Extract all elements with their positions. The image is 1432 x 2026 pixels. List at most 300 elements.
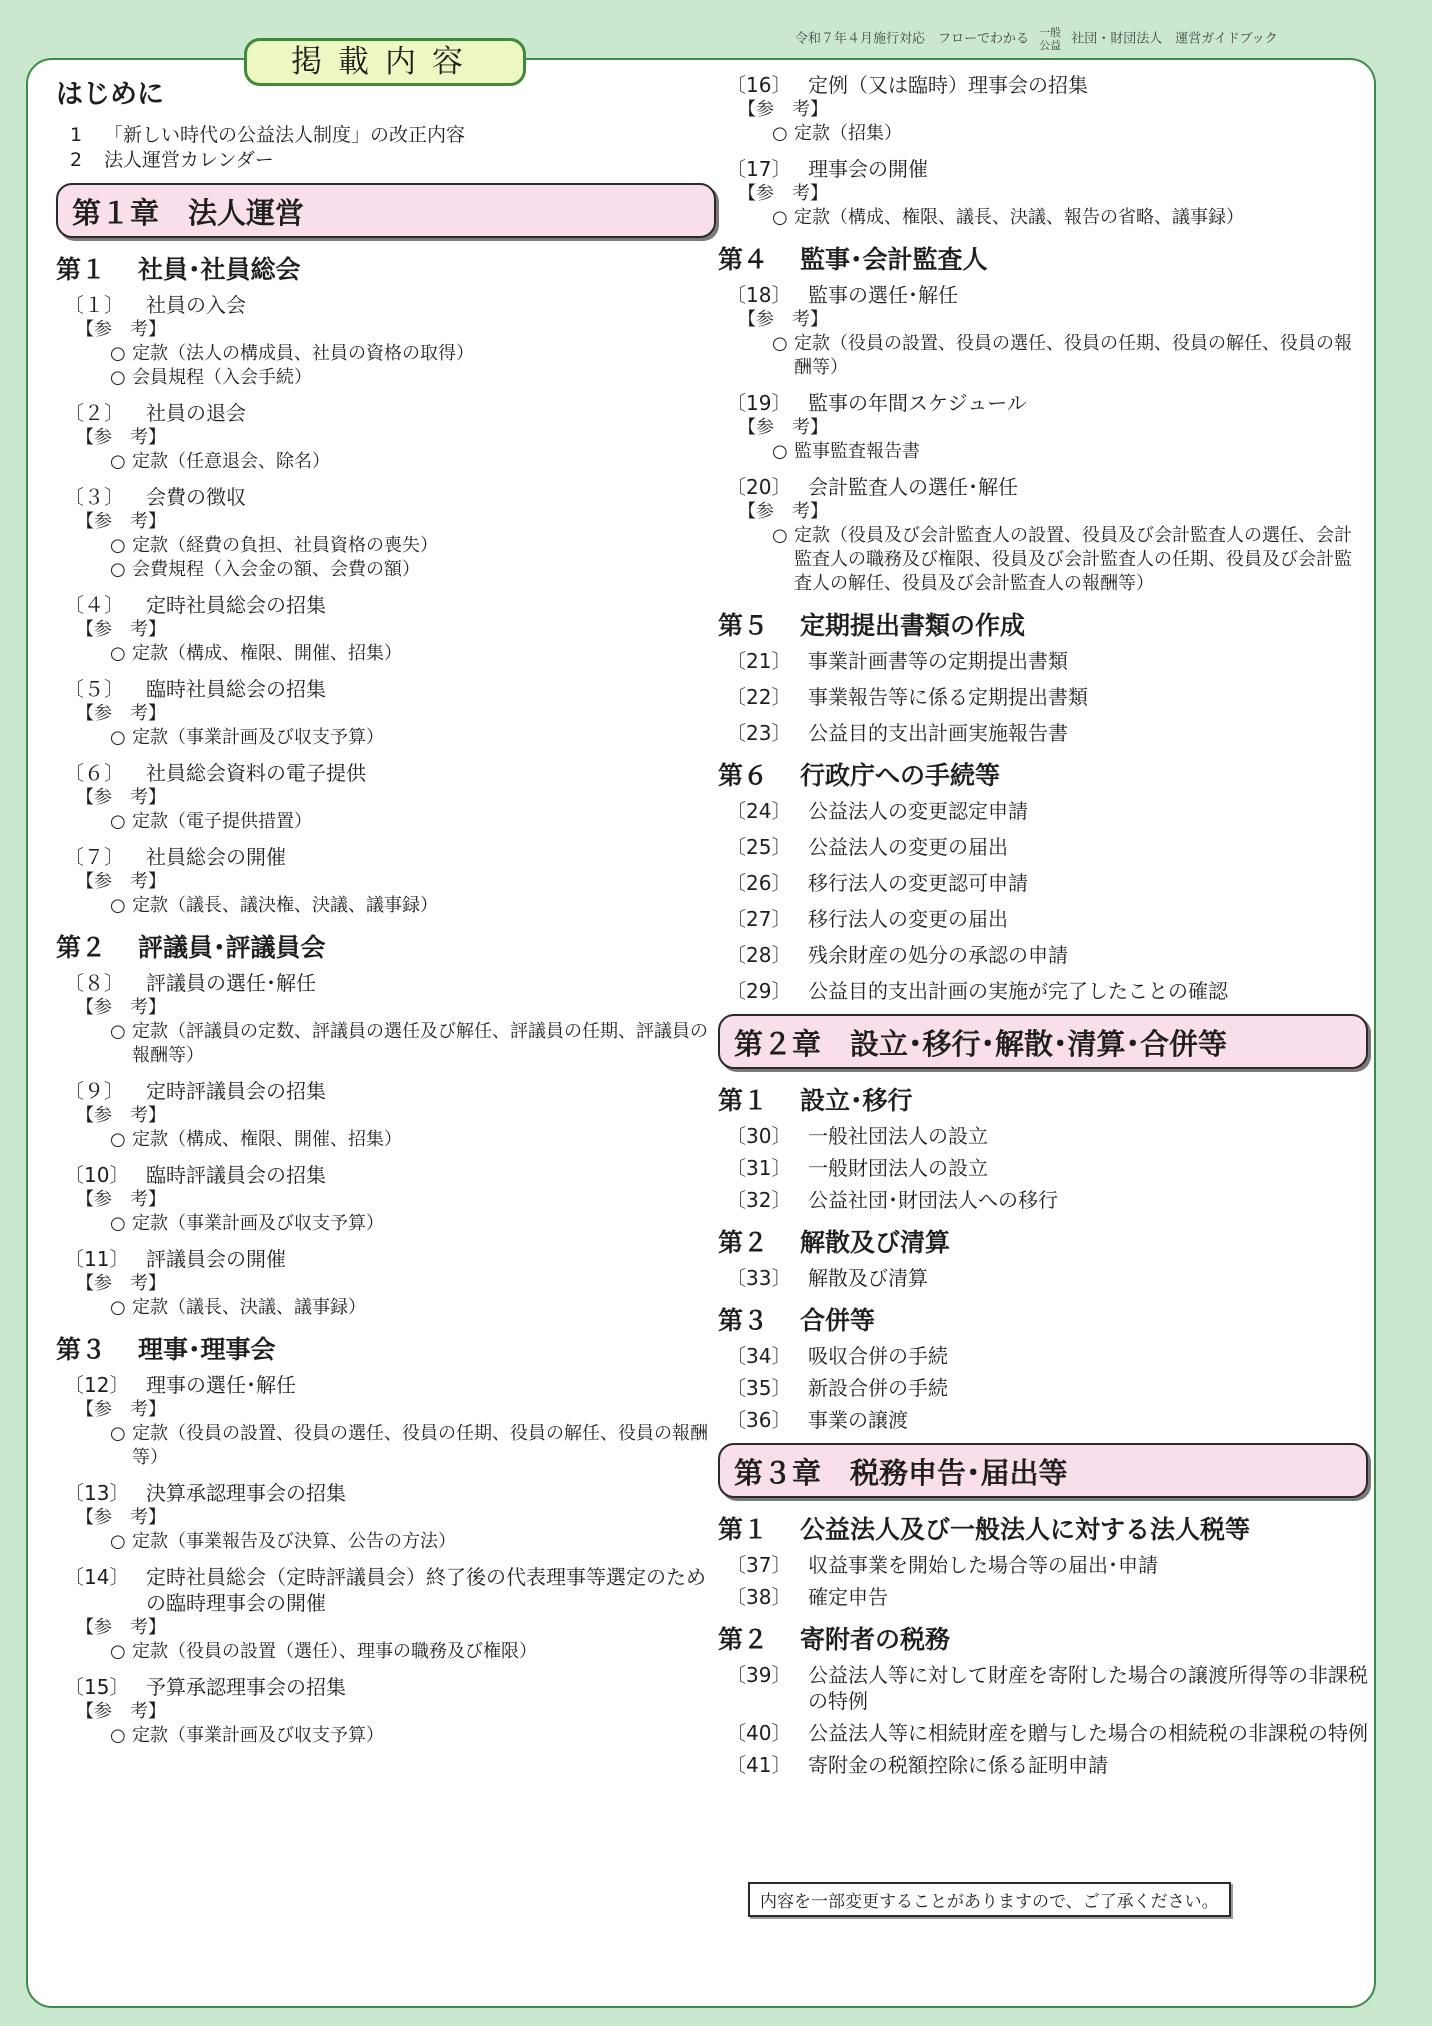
contents-item (56, 676, 716, 750)
item-number: 〔39〕 (726, 1663, 792, 1687)
contents-title-tab: 掲載内容 (244, 38, 526, 86)
circle-bullet-icon: ○ (110, 1297, 126, 1318)
reference-line (64, 1640, 716, 1664)
item-number: 〔20〕 (726, 475, 792, 499)
section-number: 第２ (56, 933, 107, 962)
item-number: 〔４〕 (64, 593, 124, 617)
section-number: 第５ (718, 611, 769, 640)
item-title-text: 事業の譲渡 (808, 1408, 908, 1432)
item-title-text: 一般社団法人の設立 (808, 1124, 988, 1148)
reference-line (64, 450, 716, 474)
item-number: 〔31〕 (726, 1156, 792, 1180)
item-title (726, 1752, 1368, 1778)
item-title (64, 1162, 716, 1188)
section-title: 評議員･評議員会 (138, 933, 326, 962)
section-title: 公益法人及び一般法人に対する法人税等 (800, 1515, 1251, 1544)
contents-item (56, 292, 716, 390)
contents-item (718, 834, 1368, 860)
item-title-text: 残余財産の処分の承認の申請 (808, 943, 1068, 967)
reference-text: 定款（経費の負担、社員資格の喪失） (132, 535, 438, 556)
item-title-text: 事業計画書等の定期提出書類 (808, 649, 1068, 673)
reference-line (64, 810, 716, 834)
reference-text: 定款（役員の設置（選任）、理事の職務及び権限） (132, 1641, 537, 1662)
section-number: 第３ (56, 1335, 107, 1364)
item-title-text: 公益法人の変更認定申請 (808, 799, 1028, 823)
item-number: 〔23〕 (726, 721, 792, 745)
reference-text: 定款（電子提供措置） (132, 811, 312, 832)
reference-label: 【参 考】 (76, 427, 166, 448)
item-number: 〔29〕 (726, 979, 792, 1003)
item-title-text: 社員の退会 (146, 401, 246, 425)
item-title (726, 1265, 1368, 1291)
reference-text: 定款（法人の構成員、社員の資格の取得） (132, 343, 474, 364)
item-title-text: 予算承認理事会の招集 (146, 1675, 346, 1699)
circle-bullet-icon: ○ (110, 1641, 126, 1662)
reference-line (64, 1530, 716, 1554)
item-title (64, 1674, 716, 1700)
intro-item-text: 「新しい時代の公益法人制度」の改正内容 (104, 124, 466, 146)
reference-text: 定款（任意退会、除名） (132, 451, 330, 472)
reference-text: 定款（構成、権限、開催、招集） (132, 643, 402, 664)
item-title-text: 定時評議員会の招集 (146, 1079, 326, 1103)
section-heading (718, 1223, 1368, 1259)
reference-text: 定款（議長、議決権、決議、議事録） (132, 895, 438, 916)
header-note-stack (1039, 26, 1061, 52)
contents-item (56, 1480, 716, 1554)
reference-line (64, 1020, 716, 1068)
section-heading (718, 1301, 1368, 1337)
contents-item (56, 592, 716, 666)
circle-bullet-icon: ○ (110, 343, 126, 364)
item-title-text: 寄附金の税額控除に係る証明申請 (808, 1753, 1108, 1777)
reference-label: 【参 考】 (738, 183, 828, 204)
contents-sheet (26, 58, 1376, 2008)
item-title (726, 684, 1368, 710)
item-number: 〔32〕 (726, 1188, 792, 1212)
item-title (64, 400, 716, 426)
circle-bullet-icon: ○ (110, 535, 126, 556)
section-title: 理事･理事会 (138, 1335, 276, 1364)
item-title (726, 942, 1368, 968)
item-title-text: 監事の選任･解任 (808, 283, 958, 307)
chapter-2-heading: 第２章 設立･移行･解散･清算･合併等 (718, 1014, 1368, 1069)
section-title: 解散及び清算 (800, 1228, 951, 1257)
circle-bullet-icon: ○ (110, 559, 126, 580)
item-title (726, 1375, 1368, 1401)
item-title-text: 収益事業を開始した場合等の届出･申請 (808, 1553, 1158, 1577)
item-number: 〔22〕 (726, 685, 792, 709)
item-number: 〔15〕 (64, 1675, 130, 1699)
item-title-text: 公益法人の変更の届出 (808, 835, 1008, 859)
section-heading (718, 756, 1368, 792)
item-number: 〔11〕 (64, 1247, 130, 1271)
item-number: 〔21〕 (726, 649, 792, 673)
circle-bullet-icon: ○ (772, 207, 788, 228)
item-title (726, 870, 1368, 896)
contents-item (718, 684, 1368, 710)
contents-item (718, 1407, 1368, 1433)
reference-label: 【参 考】 (76, 1273, 166, 1294)
contents-item (56, 760, 716, 834)
item-title-text: 公益目的支出計画実施報告書 (808, 721, 1068, 745)
contents-item (718, 156, 1368, 230)
item-title (726, 474, 1368, 500)
circle-bullet-icon: ○ (110, 1725, 126, 1746)
reference-label: 【参 考】 (76, 511, 166, 532)
reference-text: 定款（事業計画及び収支予算） (132, 727, 384, 748)
item-title (726, 720, 1368, 746)
item-title (726, 1155, 1368, 1181)
intro-item (56, 148, 716, 173)
section-heading (56, 928, 716, 964)
item-title-text: 会費の徴収 (146, 485, 246, 509)
reference-line (726, 122, 1368, 146)
item-title-text: 一般財団法人の設立 (808, 1156, 988, 1180)
reference-line (64, 642, 716, 666)
item-number: 〔５〕 (64, 677, 124, 701)
contents-item (718, 1187, 1368, 1213)
item-title (726, 978, 1368, 1004)
item-title-text: 公益法人等に相続財産を贈与した場合の相続税の非課税の特例 (808, 1721, 1368, 1745)
item-title-text: 会計監査人の選任･解任 (808, 475, 1018, 499)
item-title (726, 648, 1368, 674)
reference-line (64, 726, 716, 750)
item-number: 〔12〕 (64, 1373, 130, 1397)
contents-item (718, 282, 1368, 380)
reference-line (726, 524, 1368, 596)
circle-bullet-icon: ○ (772, 441, 788, 462)
item-title (726, 1552, 1368, 1578)
item-number: 〔９〕 (64, 1079, 124, 1103)
reference-label: 【参 考】 (738, 309, 828, 330)
circle-bullet-icon: ○ (772, 525, 788, 546)
section-title: 行政庁への手続等 (800, 761, 1001, 790)
intro-item-number: 1 (70, 124, 83, 146)
intro-list (56, 123, 716, 173)
item-number: 〔41〕 (726, 1753, 792, 1777)
reference-label: 【参 考】 (76, 1617, 166, 1638)
contents-item (718, 1265, 1368, 1291)
reference-line (64, 534, 716, 558)
item-title-text: 定時社員総会の招集 (146, 593, 326, 617)
intro-item-number: 2 (70, 149, 83, 171)
circle-bullet-icon: ○ (110, 811, 126, 832)
section-number: 第４ (718, 245, 769, 274)
section-number: 第１ (718, 1086, 769, 1115)
item-title (726, 1187, 1368, 1213)
circle-bullet-icon: ○ (772, 333, 788, 354)
reference-label: 【参 考】 (738, 501, 828, 522)
contents-item (718, 720, 1368, 746)
reference-text: 会員規程（入会手続） (132, 367, 312, 388)
reference-text: 定款（事業計画及び収支予算） (132, 1213, 384, 1234)
item-title (726, 72, 1368, 98)
item-number: 〔27〕 (726, 907, 792, 931)
item-title-text: 監事の年間スケジュール (808, 391, 1027, 415)
section-heading (718, 1081, 1368, 1117)
contents-item (718, 390, 1368, 464)
section-number: 第２ (718, 1625, 769, 1654)
item-number: 〔25〕 (726, 835, 792, 859)
item-number: 〔８〕 (64, 971, 124, 995)
item-number: 〔37〕 (726, 1553, 792, 1577)
notice-box: 内容を一部変更することがありますので、ご了承ください。 (748, 1882, 1231, 1917)
header-note-bottom: 公益 (1039, 39, 1062, 52)
left-sections (56, 250, 716, 1748)
item-title (64, 676, 716, 702)
reference-line (64, 1724, 716, 1748)
contents-item (56, 1564, 716, 1664)
item-title (64, 844, 716, 870)
item-title (726, 1343, 1368, 1369)
contents-item (718, 474, 1368, 596)
section-heading (718, 606, 1368, 642)
contents-item (718, 978, 1368, 1004)
item-number: 〔16〕 (726, 73, 792, 97)
circle-bullet-icon: ○ (110, 451, 126, 472)
item-title-text: 公益法人等に対して財産を寄附した場合の譲渡所得等の非課税の特例 (808, 1663, 1368, 1713)
section-heading (56, 250, 716, 286)
item-number: 〔26〕 (726, 871, 792, 895)
item-title-text: 社員総会資料の電子提供 (146, 761, 366, 785)
contents-item (56, 1246, 716, 1320)
item-number: 〔24〕 (726, 799, 792, 823)
intro-title: はじめに (56, 79, 164, 110)
item-title (726, 156, 1368, 182)
section-title: 監事･会計監査人 (800, 245, 988, 274)
reference-line (64, 366, 716, 390)
item-number: 〔28〕 (726, 943, 792, 967)
chapter2-sections (718, 1081, 1368, 1433)
reference-text: 定款（構成、権限、議長、決議、報告の省略、議事録） (794, 207, 1244, 228)
contents-item (56, 1162, 716, 1236)
circle-bullet-icon: ○ (110, 1531, 126, 1552)
item-title-text: 移行法人の変更認可申請 (808, 871, 1028, 895)
item-title (64, 760, 716, 786)
item-number: 〔７〕 (64, 845, 124, 869)
section-number: 第１ (56, 255, 107, 284)
item-number: 〔38〕 (726, 1585, 792, 1609)
circle-bullet-icon: ○ (110, 367, 126, 388)
contents-item (56, 1078, 716, 1152)
header-note (795, 26, 1278, 52)
contents-item (718, 1662, 1368, 1714)
reference-text: 定款（招集） (794, 123, 902, 144)
section-number: 第３ (718, 1306, 769, 1335)
section-number: 第６ (718, 761, 769, 790)
section-title: 社員･社員総会 (138, 255, 301, 284)
reference-label: 【参 考】 (76, 1399, 166, 1420)
reference-label: 【参 考】 (738, 99, 828, 120)
chapter-1-heading: 第１章 法人運営 (56, 183, 716, 238)
circle-bullet-icon: ○ (110, 1021, 126, 1042)
item-title (64, 292, 716, 318)
header-note-right: 社団・財団法人 運営ガイドブック (1071, 31, 1278, 47)
item-title-text: 公益目的支出計画の実施が完了したことの確認 (808, 979, 1228, 1003)
contents-item (56, 844, 716, 918)
item-title-text: 解散及び清算 (808, 1266, 928, 1290)
reference-line (64, 342, 716, 366)
contents-item (56, 1372, 716, 1470)
item-number: 〔34〕 (726, 1344, 792, 1368)
item-title-text: 新設合併の手続 (808, 1376, 948, 1400)
reference-label: 【参 考】 (76, 319, 166, 340)
header-note-left: 令和７年４月施行対応 フローでわかる (795, 31, 1030, 47)
contents-item (56, 970, 716, 1068)
item-title (726, 1407, 1368, 1433)
reference-label: 【参 考】 (76, 1507, 166, 1528)
reference-text: 定款（評議員の定数、評議員の選任及び解任、評議員の任期、評議員の報酬等） (132, 1021, 708, 1066)
item-title (726, 1720, 1368, 1746)
item-title (64, 1246, 716, 1272)
item-number: 〔３〕 (64, 485, 124, 509)
reference-label: 【参 考】 (76, 1701, 166, 1722)
reference-label: 【参 考】 (738, 417, 828, 438)
item-title (64, 1078, 716, 1104)
contents-item (718, 870, 1368, 896)
contents-item (718, 1584, 1368, 1610)
item-title-text: 吸収合併の手続 (808, 1344, 948, 1368)
reference-label: 【参 考】 (76, 997, 166, 1018)
reference-line (726, 440, 1368, 464)
item-title (64, 1372, 716, 1398)
item-number: 〔10〕 (64, 1163, 130, 1187)
section-number: 第１ (718, 1515, 769, 1544)
reference-label: 【参 考】 (76, 1189, 166, 1210)
item-number: 〔40〕 (726, 1721, 792, 1745)
item-number: 〔１〕 (64, 293, 124, 317)
reference-line (64, 894, 716, 918)
item-title-text: 定時社員総会（定時評議員会）終了後の代表理事等選定のための臨時理事会の開催 (146, 1565, 706, 1615)
section-heading (56, 1330, 716, 1366)
contents-item (56, 1674, 716, 1748)
section-heading (718, 1620, 1368, 1656)
item-title (64, 484, 716, 510)
reference-text: 定款（事業報告及び決算、公告の方法） (132, 1531, 456, 1552)
item-title-text: 理事会の開催 (808, 157, 928, 181)
item-number: 〔36〕 (726, 1408, 792, 1432)
item-number: 〔18〕 (726, 283, 792, 307)
right-chapter1-sections (718, 240, 1368, 1004)
right-column (718, 72, 1368, 1784)
item-number: 〔19〕 (726, 391, 792, 415)
item-title-text: 社員の入会 (146, 293, 246, 317)
item-title-text: 臨時評議員会の招集 (146, 1163, 326, 1187)
section-number: 第２ (718, 1228, 769, 1257)
item-number: 〔２〕 (64, 401, 124, 425)
item-number: 〔６〕 (64, 761, 124, 785)
item-title-text: 公益社団･財団法人への移行 (808, 1188, 1058, 1212)
circle-bullet-icon: ○ (110, 1129, 126, 1150)
reference-text: 定款（議長、決議、議事録） (132, 1297, 366, 1318)
item-title (726, 906, 1368, 932)
item-title-text: 理事の選任･解任 (146, 1373, 296, 1397)
right-top-items (718, 72, 1368, 230)
item-title-text: 評議員会の開催 (146, 1247, 286, 1271)
reference-text: 定款（事業計画及び収支予算） (132, 1725, 384, 1746)
contents-item (718, 1720, 1368, 1746)
item-title (64, 970, 716, 996)
reference-line (726, 332, 1368, 380)
reference-text: 定款（役員の設置、役員の選任、役員の任期、役員の解任、役員の報酬等） (794, 333, 1352, 378)
intro-item-text: 法人運営カレンダー (104, 149, 274, 171)
item-number: 〔30〕 (726, 1124, 792, 1148)
item-title (726, 1584, 1368, 1610)
item-number: 〔17〕 (726, 157, 792, 181)
chapter3-sections (718, 1510, 1368, 1778)
reference-line (64, 1422, 716, 1470)
contents-item (718, 1123, 1368, 1149)
contents-item (718, 1343, 1368, 1369)
header-note-top: 一般 (1039, 26, 1062, 39)
contents-item (718, 72, 1368, 146)
reference-line (64, 1212, 716, 1236)
item-title-text: 移行法人の変更の届出 (808, 907, 1008, 931)
reference-text: 監事監査報告書 (794, 441, 920, 462)
contents-item (718, 798, 1368, 824)
item-title (726, 390, 1368, 416)
item-title-text: 評議員の選任･解任 (146, 971, 316, 995)
chapter-3-heading: 第３章 税務申告･届出等 (718, 1443, 1368, 1498)
section-title: 合併等 (800, 1306, 876, 1335)
reference-text: 定款（役員及び会計監査人の設置、役員及び会計監査人の選任、会計監査人の職務及び権限、役員及び会計監査人の任期、役員及び会計監査人の解任、役員及び会計監査人の報酬等） (794, 525, 1352, 594)
reference-line (726, 206, 1368, 230)
item-title-text: 確定申告 (808, 1585, 888, 1609)
reference-label: 【参 考】 (76, 703, 166, 724)
item-title (726, 798, 1368, 824)
reference-label: 【参 考】 (76, 619, 166, 640)
item-title (726, 834, 1368, 860)
section-heading (718, 1510, 1368, 1546)
item-title (64, 1564, 716, 1616)
item-title-text: 事業報告等に係る定期提出書類 (808, 685, 1088, 709)
section-title: 設立･移行 (800, 1086, 913, 1115)
circle-bullet-icon: ○ (772, 123, 788, 144)
section-title: 定期提出書類の作成 (800, 611, 1026, 640)
reference-text: 定款（構成、権限、開催、招集） (132, 1129, 402, 1150)
reference-label: 【参 考】 (76, 871, 166, 892)
contents-item (718, 1155, 1368, 1181)
item-title-text: 臨時社員総会の招集 (146, 677, 326, 701)
contents-item (718, 906, 1368, 932)
contents-item (718, 942, 1368, 968)
item-title (64, 592, 716, 618)
item-title (726, 1123, 1368, 1149)
item-title-text: 定例（又は臨時）理事会の招集 (808, 73, 1088, 97)
reference-line (64, 1296, 716, 1320)
item-title-text: 決算承認理事会の招集 (146, 1481, 346, 1505)
reference-label: 【参 考】 (76, 1105, 166, 1126)
item-number: 〔13〕 (64, 1481, 130, 1505)
circle-bullet-icon: ○ (110, 643, 126, 664)
reference-text: 定款（役員の設置、役員の選任、役員の任期、役員の解任、役員の報酬等） (132, 1423, 708, 1468)
contents-item (56, 484, 716, 582)
intro-item (56, 123, 716, 148)
item-title (64, 1480, 716, 1506)
item-number: 〔35〕 (726, 1376, 792, 1400)
circle-bullet-icon: ○ (110, 1423, 126, 1444)
reference-line (64, 1128, 716, 1152)
reference-label: 【参 考】 (76, 787, 166, 808)
section-title: 寄附者の税務 (800, 1625, 951, 1654)
item-number: 〔33〕 (726, 1266, 792, 1290)
circle-bullet-icon: ○ (110, 895, 126, 916)
circle-bullet-icon: ○ (110, 1213, 126, 1234)
reference-text: 会費規程（入会金の額、会費の額） (132, 559, 420, 580)
contents-item (718, 648, 1368, 674)
reference-line (64, 558, 716, 582)
contents-item (718, 1552, 1368, 1578)
